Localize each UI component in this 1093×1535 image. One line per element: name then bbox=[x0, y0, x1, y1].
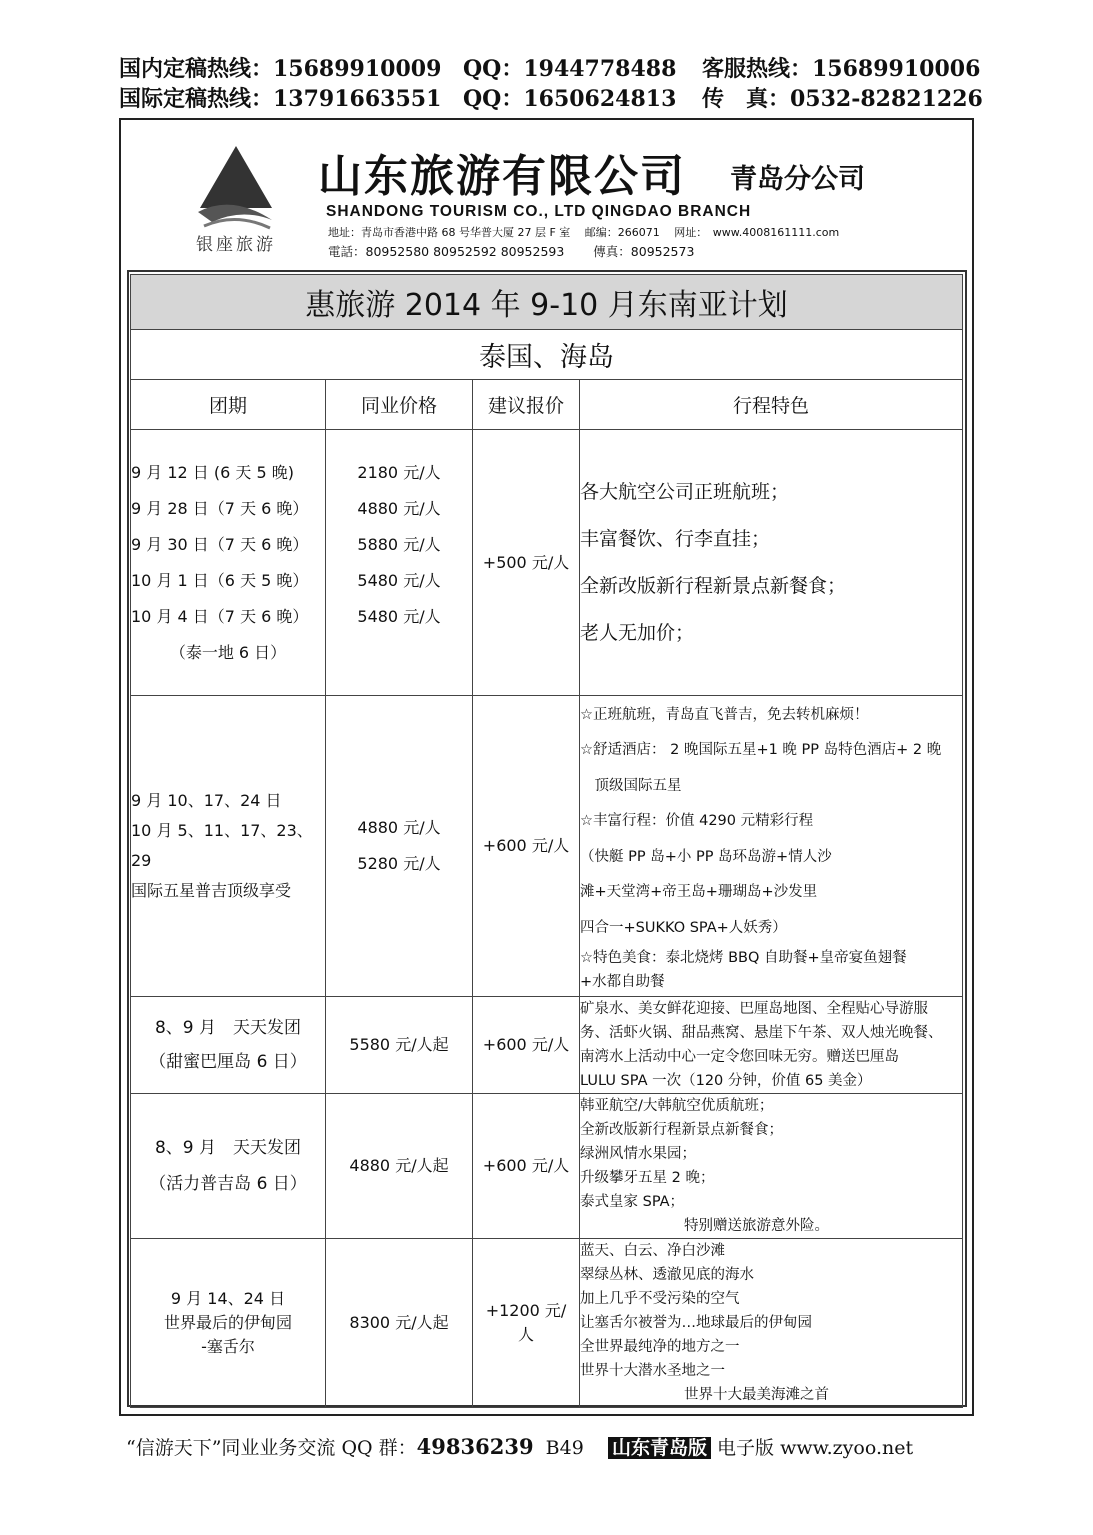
row4-features bbox=[580, 1094, 963, 1239]
tour-plan-table bbox=[130, 274, 963, 1408]
row3-dates bbox=[131, 997, 326, 1094]
header-features: 行程特色 bbox=[580, 380, 963, 430]
price-item: 5880 元/人 bbox=[357, 534, 441, 554]
row4-dates bbox=[131, 1094, 326, 1239]
feature-item: ☆正班航班，青岛直飞普吉，免去转机麻烦！ bbox=[580, 706, 869, 723]
date-item: 9 月 30 日（7 天 6 晚） bbox=[131, 534, 309, 554]
feature-item: （快艇 PP 岛+小 PP 岛环岛游+情人沙 bbox=[580, 848, 832, 865]
date-item: 9 月 28 日（7 天 6 晚） bbox=[131, 498, 309, 518]
feature-item: ☆丰富行程：价值 4290 元精彩行程 bbox=[580, 813, 814, 830]
feature-item: 老人无加价； bbox=[580, 621, 695, 644]
company-address: 地址：青岛市香港中路 68 号华普大厦 27 层 F 室 邮编：266071 网址： www.4008161111.com bbox=[328, 226, 840, 239]
intl-qq: QQ：1650624813 bbox=[463, 86, 677, 112]
company-phones: 電話：80952580 80952592 80952593 傳真：80952573 bbox=[328, 244, 695, 259]
feature-item: 各大航空公司正班航班； bbox=[580, 480, 790, 503]
feature-item: 滩+天堂湾+帝王岛+珊瑚岛+沙发里 bbox=[580, 884, 818, 901]
row4-suggested: +600 元/人 bbox=[473, 1094, 580, 1239]
header-trade-price: 同业价格 bbox=[326, 380, 473, 430]
feature-item: LULU SPA 一次（120 分钟，价值 65 美金） bbox=[580, 1073, 872, 1089]
service-hotline: 客服热线：15689910006 bbox=[702, 56, 981, 82]
row5-price: 8300 元/人起 bbox=[326, 1239, 473, 1408]
domestic-hotline: 国内定稿热线：15689910009 bbox=[119, 56, 442, 82]
page-number: B49 bbox=[545, 1437, 584, 1459]
footer bbox=[126, 1433, 913, 1460]
row1-prices bbox=[326, 430, 473, 696]
feature-item: ☆特色美食：泰北烧烤 BBQ 自助餐+皇帝宴鱼翅餐 bbox=[580, 950, 907, 967]
date-item: 世界最后的伊甸园 bbox=[163, 1313, 292, 1332]
date-item: -塞舌尔 bbox=[201, 1337, 255, 1356]
row2-features bbox=[580, 696, 963, 997]
footer-qq-group: 49836239 bbox=[416, 1434, 534, 1459]
header-suggested-price: 建议报价 bbox=[473, 380, 580, 430]
feature-item: 韩亚航空/大韩航空优质航班； bbox=[580, 1098, 774, 1114]
row1-features bbox=[580, 430, 963, 696]
feature-item: 翠绿丛林、透澈见底的海水 bbox=[580, 1267, 754, 1283]
logo-text: 银座旅游 bbox=[196, 235, 276, 255]
table-row bbox=[131, 997, 963, 1094]
feature-item: 世界十大潜水圣地之一 bbox=[580, 1363, 725, 1379]
feature-item: +水都自助餐 bbox=[580, 974, 665, 991]
feature-item: 蓝天、白云、净白沙滩 bbox=[580, 1243, 725, 1259]
date-item: （活力普吉岛 6 日） bbox=[149, 1174, 307, 1194]
feature-item: 顶级国际五星 bbox=[580, 777, 682, 794]
feature-item: 特别赠送旅游意外险。 bbox=[684, 1218, 829, 1234]
footer-website: 电子版 www.zyoo.net bbox=[717, 1437, 914, 1459]
feature-item: 升级攀牙五星 2 晚； bbox=[580, 1170, 715, 1186]
price-item: 4880 元/人 bbox=[357, 498, 441, 518]
feature-item: 加上几乎不受污染的空气 bbox=[580, 1291, 740, 1307]
feature-item: 四合一+SUKKO SPA+人妖秀） bbox=[580, 919, 787, 936]
row5-dates bbox=[131, 1239, 326, 1408]
table-row bbox=[131, 430, 963, 696]
feature-item: 南湾水上活动中心一定令您回味无穷。赠送巴厘岛 bbox=[580, 1049, 899, 1065]
plan-subtitle: 泰国、海岛 bbox=[131, 330, 963, 380]
feature-item: 泰式皇家 SPA； bbox=[580, 1194, 685, 1210]
row4-price: 4880 元/人起 bbox=[326, 1094, 473, 1239]
row2-dates bbox=[131, 696, 326, 997]
price-item: 5480 元/人 bbox=[357, 606, 441, 626]
date-item: 10 月 1 日（6 天 5 晚） bbox=[131, 570, 309, 590]
date-item: 9 月 12 日 (6 天 5 晚) bbox=[131, 462, 294, 482]
edition-badge: 山东青岛版 bbox=[608, 1437, 711, 1459]
date-item: 10 月 4 日（7 天 6 晚） bbox=[131, 606, 309, 626]
company-english-name: SHANDONG TOURISM CO., LTD QINGDAO BRANCH bbox=[326, 203, 752, 220]
row3-features bbox=[580, 997, 963, 1094]
price-item: 2180 元/人 bbox=[357, 462, 441, 482]
price-item: 5480 元/人 bbox=[357, 570, 441, 590]
footer-slogan: “信游天下”同业业务交流 QQ 群： bbox=[126, 1437, 417, 1459]
date-item: 29 bbox=[131, 851, 152, 870]
date-note: 国际五星普吉顶级享受 bbox=[131, 881, 292, 900]
date-item: 9 月 10、17、24 日 bbox=[131, 791, 282, 810]
table-row bbox=[131, 696, 963, 997]
date-item: 8、9 月 天天发团 bbox=[154, 1018, 302, 1038]
row1-suggested: +500 元/人 bbox=[473, 430, 580, 696]
date-item: 10 月 5、11、17、23、 bbox=[131, 821, 313, 840]
date-item: 8、9 月 天天发团 bbox=[154, 1138, 302, 1158]
feature-item: 全新改版新行程新景点新餐食； bbox=[580, 574, 847, 597]
feature-item: 全世界最纯净的地方之一 bbox=[580, 1339, 740, 1355]
feature-item: 务、活虾火锅、甜品燕窝、悬崖下午茶、双人烛光晚餐、 bbox=[580, 1025, 943, 1041]
feature-item: 矿泉水、美女鲜花迎接、巴厘岛地图、全程贴心导游服 bbox=[580, 1001, 928, 1017]
intl-hotline: 国际定稿热线：13791663551 bbox=[119, 86, 442, 112]
date-item: 9 月 14、24 日 bbox=[170, 1289, 286, 1308]
feature-item: 世界十大最美海滩之首 bbox=[684, 1387, 829, 1403]
row2-suggested: +600 元/人 bbox=[473, 696, 580, 997]
table-row bbox=[131, 1239, 963, 1408]
feature-item: ☆舒适酒店： 2 晚国际五星+1 晚 PP 岛特色酒店+ 2 晚 bbox=[580, 742, 942, 759]
row2-prices bbox=[326, 696, 473, 997]
row5-suggested: +1200 元/人 bbox=[473, 1239, 580, 1408]
feature-item: 让塞舌尔被誉为…地球最后的伊甸园 bbox=[580, 1315, 812, 1331]
feature-item: 全新改版新行程新景点新餐食； bbox=[580, 1122, 783, 1138]
date-note: （泰一地 6 日） bbox=[169, 642, 287, 662]
plan-title: 惠旅游 2014 年 9-10 月东南亚计划 bbox=[131, 275, 963, 330]
feature-item: 绿洲风情水果园； bbox=[580, 1146, 696, 1162]
row3-suggested: +600 元/人 bbox=[473, 997, 580, 1094]
company-branch: 青岛分公司 bbox=[730, 164, 865, 195]
company-name: 山东旅游有限公司 bbox=[318, 151, 686, 202]
feature-item: 丰富餐饮、行李直挂； bbox=[580, 527, 771, 550]
fax-line: 传 真：0532-82821226 bbox=[702, 86, 983, 112]
domestic-qq: QQ：1944778488 bbox=[463, 56, 677, 82]
table-row bbox=[131, 1094, 963, 1239]
row1-dates bbox=[131, 430, 326, 696]
price-item: 5280 元/人 bbox=[357, 854, 441, 873]
header-dates: 团期 bbox=[131, 380, 326, 430]
date-item: （甜蜜巴厘岛 6 日） bbox=[149, 1052, 307, 1072]
row5-features bbox=[580, 1239, 963, 1408]
price-item: 4880 元/人 bbox=[357, 818, 441, 837]
row3-price: 5580 元/人起 bbox=[326, 997, 473, 1094]
